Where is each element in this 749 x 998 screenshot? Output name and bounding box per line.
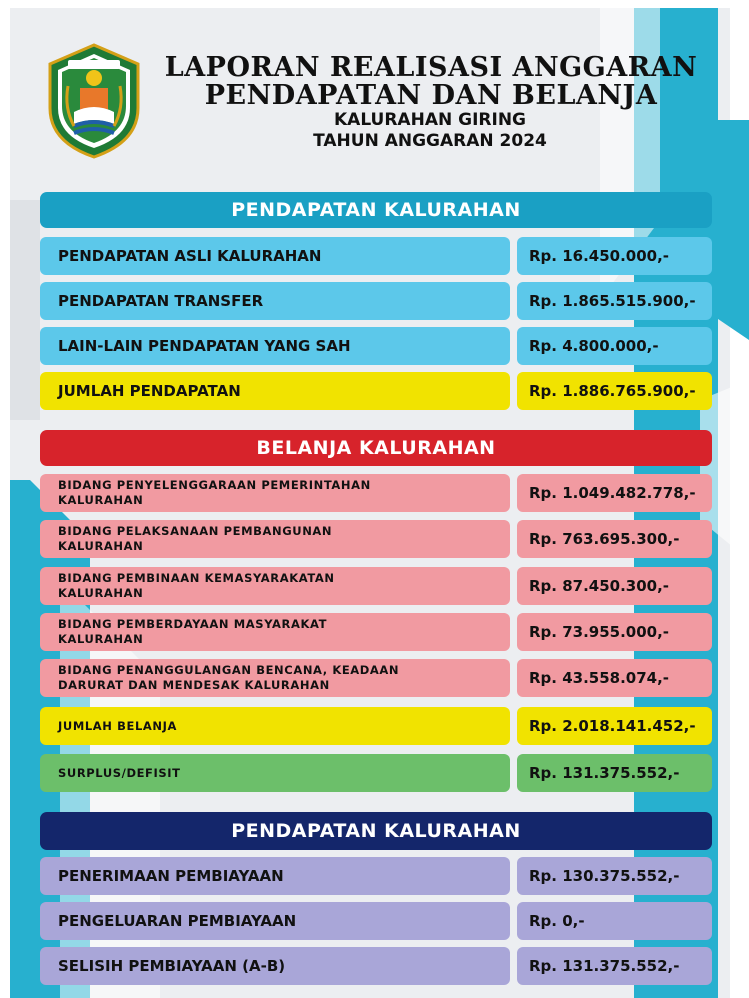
report-title-line1: LAPORAN REALISASI ANGGARAN	[164, 52, 698, 83]
row-value: Rp. 763.695.300,-	[517, 520, 712, 558]
pendapatan-row	[40, 282, 712, 320]
report-title-line2: PENDAPATAN DAN BELANJA	[204, 80, 658, 111]
row-label: BIDANG PENANGGULANGAN BENCANA, KEADAAN DARURAT DAN MENDESAK KALURAHAN	[40, 659, 510, 697]
row-value: Rp. 87.450.300,-	[517, 567, 712, 605]
belanja-row	[40, 474, 712, 512]
row-label: BIDANG PENYELENGGARAAN PEMERINTAHAN KALURAHAN	[40, 474, 510, 512]
row-value: Rp. 130.375.552,-	[517, 857, 712, 895]
pendapatan-total-row	[40, 372, 712, 410]
report-subtitle-year: TAHUN ANGGARAN 2024	[313, 131, 547, 151]
row-label: LAIN-LAIN PENDAPATAN YANG SAH	[40, 327, 510, 365]
row-label: BIDANG PEMBINAAN KEMASYARAKATAN KALURAHAN	[40, 567, 510, 605]
row-label: PENDAPATAN TRANSFER	[40, 282, 510, 320]
row-value: Rp. 0,-	[517, 902, 712, 940]
row-value: Rp. 73.955.000,-	[517, 613, 712, 651]
row-value: Rp. 43.558.074,-	[517, 659, 712, 697]
belanja-total-row	[40, 707, 712, 745]
row-label: JUMLAH BELANJA	[40, 707, 510, 745]
row-label: SELISIH PEMBIAYAAN (A-B)	[40, 947, 510, 985]
pembiayaan-section-header: PENDAPATAN KALURAHAN	[40, 812, 712, 850]
row-value: Rp. 16.450.000,-	[517, 237, 712, 275]
report-subtitle-village: KALURAHAN GIRING	[333, 110, 526, 130]
pendapatan-row	[40, 237, 712, 275]
row-label: SURPLUS/DEFISIT	[40, 754, 510, 792]
row-label: PENDAPATAN ASLI KALURAHAN	[40, 237, 510, 275]
pendapatan-row	[40, 327, 712, 365]
belanja-section-header: BELANJA KALURAHAN	[40, 430, 712, 466]
row-label: BIDANG PEMBERDAYAAN MASYARAKAT KALURAHAN	[40, 613, 510, 651]
pembiayaan-row	[40, 902, 712, 940]
row-value: Rp. 2.018.141.452,-	[517, 707, 712, 745]
pembiayaan-row	[40, 857, 712, 895]
row-value: Rp. 4.800.000,-	[517, 327, 712, 365]
pendapatan-section-header: PENDAPATAN KALURAHAN	[40, 192, 712, 228]
row-label: PENERIMAAN PEMBIAYAAN	[40, 857, 510, 895]
row-value: Rp. 1.865.515.900,-	[517, 282, 712, 320]
row-label: JUMLAH PENDAPATAN	[40, 372, 510, 410]
belanja-row	[40, 520, 712, 558]
row-label: BIDANG PELAKSANAAN PEMBANGUNAN KALURAHAN	[40, 520, 510, 558]
belanja-row	[40, 613, 712, 651]
row-value: Rp. 1.049.482.778,-	[517, 474, 712, 512]
row-value: Rp. 131.375.552,-	[517, 754, 712, 792]
row-label: PENGELUARAN PEMBIAYAAN	[40, 902, 510, 940]
row-value: Rp. 131.375.552,-	[517, 947, 712, 985]
belanja-row	[40, 567, 712, 605]
pembiayaan-row	[40, 947, 712, 985]
row-value: Rp. 1.886.765.900,-	[517, 372, 712, 410]
surplus-defisit-row	[40, 754, 712, 792]
belanja-row	[40, 659, 712, 697]
regency-coat-of-arms-icon	[44, 42, 144, 160]
